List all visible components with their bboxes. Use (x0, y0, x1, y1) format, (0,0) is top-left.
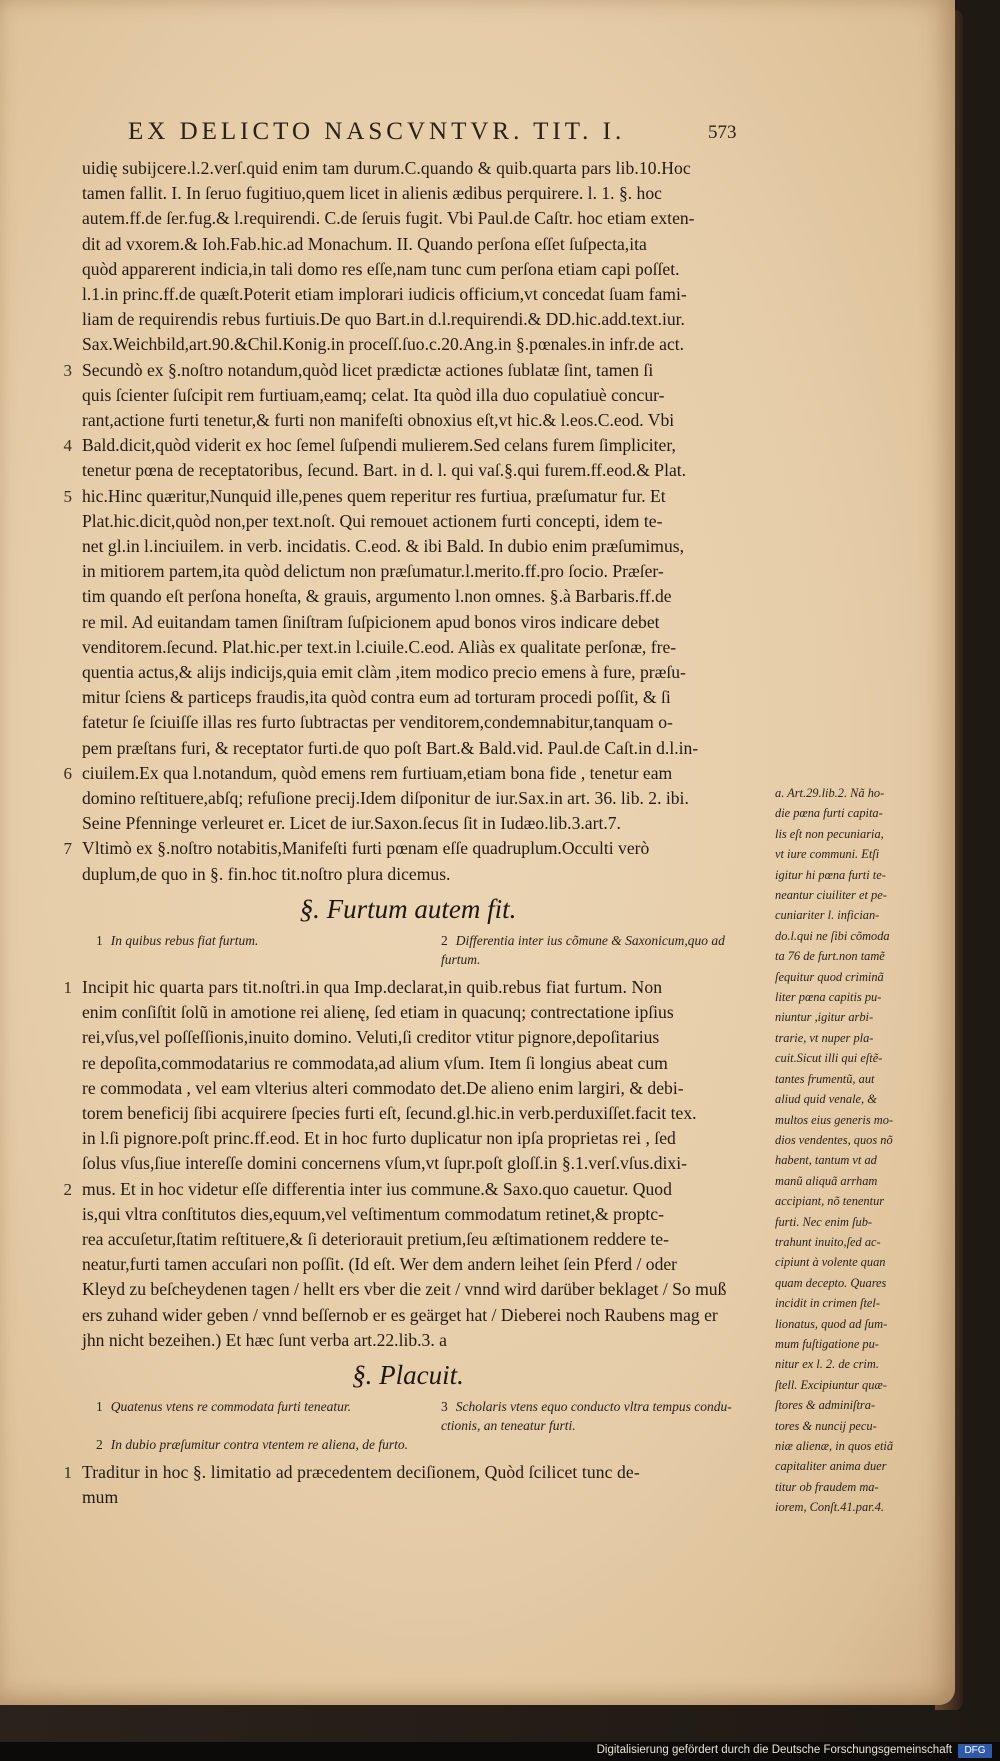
text-line (34, 1277, 762, 1302)
line-text: autem.ff.de ſer.fug.& l.requirendi. C.de ſeruis fugit. Vbi Paul.de Caſtr. hoc etiam exten- (82, 208, 695, 229)
text-line (34, 1303, 762, 1328)
line-text: mum (82, 1487, 119, 1508)
margin-note-line: tores & nuncij pecu- (775, 1418, 877, 1433)
line-text: enim conſiſtit ſolũ in amotione rei alienę, ſed etiam in quacunq; contrectatione ipſius (82, 1002, 674, 1023)
summary-text: Differentia inter ius cõmune & Saxonicum,quo ad furtum. (441, 932, 725, 967)
text-line (34, 836, 762, 861)
margin-note-line: quam decepto. Quares (775, 1275, 887, 1290)
line-text: Sax.Weichbild,art.90.&Chil.Konig.in proceſſ.ſuo.c.20.Ang.in §.pœnales.in infr.de act. (82, 334, 685, 355)
line-text: tim quando eſt perſona honeſta, & grauis, argumento l.non omnes. §.à Barbaris.ff.de (82, 586, 672, 607)
line-text: Plat.hic.dicit,quòd non,per text.noſt. Qui remouet actionem furti concepti, idem te- (82, 510, 663, 531)
text-line (34, 1460, 762, 1485)
margin-note-line: cipiunt à volente quan (775, 1255, 886, 1270)
margin-note-line: nitur ex l. 2. de crim. (775, 1357, 879, 1372)
text-line (34, 383, 762, 408)
line-text: Traditur in hoc §. limitatio ad præcedentem deciſionem, Quòd ſcilicet tunc de- (82, 1461, 640, 1482)
summary-text: Quatenus vtens re commodata furti teneatur. (110, 1398, 351, 1414)
line-text: Secundò ex §.noſtro notandum,quòd licet prædictæ actiones ſublatæ ſint, tamen ſi (82, 359, 654, 380)
margin-note-line: capitaliter anima duer (775, 1459, 887, 1474)
text-line (34, 1025, 762, 1050)
line-text: quòd apparerent indicia,in tali domo res eſſe,nam tunc cum perſona etiam capi poſſet. (82, 258, 680, 279)
text-line (34, 1000, 762, 1025)
margin-note-line: dios vendentes, quos nõ (775, 1132, 893, 1147)
summary-number: 1 (96, 1398, 103, 1414)
line-text: in mitiorem partem,ita quòd delictum non præſumatur.l.merito.ff.pro ſocio. Præſer- (82, 561, 664, 582)
summary-text: In dubio præſumitur contra vtentem re aliena, de furto. (110, 1436, 408, 1452)
text-line (34, 307, 762, 332)
line-text: rei,vſus,vel poſſeſſionis,inuito domino. Veluti,ſi creditor vtitur pignore,depoſitarius (82, 1027, 660, 1048)
text-line (34, 710, 762, 735)
margin-note-line: trahunt inuito,ſed ac- (775, 1234, 881, 1249)
line-text: liam de requirendis rebus furtiuis.De quo Bart.in d.l.requirendi.& DD.hic.add.text.iur. (82, 309, 685, 330)
text-line (34, 1328, 762, 1353)
line-text: dit ad vxorem.& Ioh.Fab.hic.ad Monachum. II. Quando perſona eſſet ſuſpecta,ita (82, 233, 647, 254)
margin-note-line: liter pœna capitis pu- (775, 990, 882, 1005)
line-text: Seine Pfenninge verleuret er. Licet de iur.Saxon.ſecus ſit in Iudæo.lib.3.art.7. (82, 813, 621, 834)
line-text: net gl.in l.inciuilem. in verb. incidatis. C.eod. & ibi Bald. In dubio enim præſumimus, (82, 536, 685, 557)
line-text: re depoſita,commodatarius re commodata,ad alium vſum. Item ſi longius abeat cum (82, 1052, 668, 1073)
line-number: 5 (63, 486, 72, 506)
margin-note-line: ſtores & adminiſtra- (775, 1398, 876, 1413)
text-line (34, 736, 762, 761)
text-line (34, 257, 762, 282)
line-text: Vltimò ex §.noſtro notabitis,Manifeſti furti pœnam eſſe quadruplum.Occulti verò (82, 838, 650, 859)
line-text: rea accuſetur,ſtatim reſtituere,& ſi deteriorauit pretium,ſeu æſtimationem reddere te- (82, 1228, 669, 1249)
text-line (34, 1151, 762, 1176)
summary-item (96, 1435, 417, 1454)
margin-note-line: titur ob fraudem ma- (775, 1479, 879, 1494)
line-number: 6 (63, 763, 72, 783)
line-text: Bald.dicit,quòd viderit ex hoc ſemel ſuſpendi mulierem.Sed celans furem ſimpliciter, (82, 435, 676, 456)
line-text: pem præſtans furi, & receptator furti.de quo poſt Bart.& Bald.vid. Paul.de Caſt.in d.l.in- (82, 737, 699, 758)
line-text: hic.Hinc quæritur,Nunquid ille,penes quem reperitur res furtiua, præſumatur fur. Et (82, 485, 666, 506)
text-line (34, 1485, 762, 1510)
line-text: mitur ſciens & particeps fraudis,ita quòd contra eum ad torturam procedi poſſit, & ſi (82, 687, 671, 708)
dfg-logo: DFG (958, 1744, 992, 1758)
line-number: 1 (63, 977, 72, 997)
margin-note-line: do.l.qui ne ſibi cõmoda (775, 928, 890, 943)
text-line (34, 1177, 762, 1202)
line-text: venditorem.ſecund. Plat.hic.per text.in l.ciuile.C.eod. Aliàs ex qualitate perſonæ, fre- (82, 636, 677, 657)
text-line (34, 584, 762, 609)
margin-note-line: mum fuſtigatione pu- (775, 1336, 879, 1351)
line-number: 3 (63, 360, 72, 380)
summary-text: In quibus rebus fiat furtum. (110, 932, 259, 948)
line-text: Incipit hic quarta pars tit.noſtri.in qua Imp.declarat,in quib.rebus fiat furtum. Non (82, 976, 663, 997)
text-line (34, 1227, 762, 1252)
line-text: tamen fallit. I. In ſeruo fugitiuo,quem licet in alienis ædibus perquirere. l. 1. §. hoc (82, 183, 662, 204)
margin-note-line: a. Art.29.lib.2. Nã ho- (775, 786, 885, 800)
text-line (34, 660, 762, 685)
line-text: uidię subijcere.l.2.verſ.quid enim tam durum.C.quando & quib.quarta pars lib.10.Hoc (82, 158, 691, 178)
margin-note-line: lionatus, quod ad ſum- (775, 1316, 888, 1331)
line-text: fatetur ſe ſciuiſſe illas res furto ſubtractas per venditorem,condemnabitur,tanquam o- (82, 712, 673, 733)
line-number: 2 (63, 1179, 72, 1199)
text-line (34, 862, 762, 887)
text-line (34, 282, 762, 307)
line-number: 4 (63, 436, 72, 456)
summary-item (441, 931, 762, 969)
margin-note-line: ta 76 de furt.non tamẽ (775, 949, 885, 964)
text-line (34, 181, 762, 206)
line-text: re commodata , vel eam vlterius alteri commodato det.De alieno enim largiri, & debi- (82, 1077, 684, 1098)
section-heading-furtum: §. Furtum autem fit. (299, 893, 517, 924)
line-text: jhn nicht bezeihen.) Et hæc ſunt verba art.22.lib.3. a (82, 1329, 447, 1350)
line-text: rant,actione furti tenetur,& furti non manifeſti obnoxius eſt,vt hic.& l.eos.C.eod. Vbi (82, 410, 675, 431)
text-line (34, 559, 762, 584)
text-line (34, 1076, 762, 1101)
line-text: neatur,furti tamen accuſari non poſſit. (Id eſt. Wer dem andern leihet ſein Pferd / oder (82, 1254, 678, 1275)
line-number: 1 (63, 1462, 72, 1482)
line-text: Kleyd zu beſcheydenen tagen / hellt ers vber die zeit / vnnd wird darüber beklaget / So muß (82, 1279, 727, 1300)
text-line (34, 458, 762, 483)
line-text: l.1.in princ.ff.de quæſt.Poterit etiam implorari iudicis officium,vt concedat ſuam fami- (82, 284, 687, 305)
running-head: EX DELICTO NASCVNTVR. TIT. I. (128, 118, 626, 145)
text-line (34, 408, 762, 433)
summary-number: 3 (441, 1398, 448, 1414)
summary-item (96, 931, 417, 969)
margin-note-line: habent, tantum vt ad (775, 1153, 877, 1168)
margin-note-line: aliud quid venale, & (775, 1092, 877, 1107)
line-text: in l.ſi pignore.poſt princ.ff.eod. Et in hoc furto duplicatur non ipſa proprietas rei , ſed (82, 1128, 676, 1149)
margin-note-line: die pœna furti capita- (775, 806, 883, 821)
margin-note-line: manũ aliquã arrham (775, 1173, 878, 1188)
text-line (34, 484, 762, 509)
margin-note-line: trarie, vt nuper pla- (775, 1030, 874, 1045)
line-text: mus. Et in hoc videtur eſſe differentia inter ius commune.& Saxo.quo cauetur. Quod (82, 1178, 672, 1199)
section-summary-placuit (34, 1397, 762, 1454)
line-text: ſolus vſus,ſiue intereſſe domini concernens vſum,vt ſupr.poſt gloſſ.in §.1.verſ.vſus.dixi- (82, 1153, 687, 1174)
margin-note-line: vt iure communi. Etſi (775, 847, 880, 862)
text-line (34, 761, 762, 786)
text-line (34, 610, 762, 635)
margin-note-line: furti. Nec enim ſub- (775, 1214, 873, 1229)
line-text: domino reſtituere,abſq; refuſione precij.Idem diſponitur de iur.Sax.in art. 36. lib. 2. ibi. (82, 788, 689, 809)
summary-item (441, 1397, 762, 1435)
text-line (34, 509, 762, 534)
margin-note-line: ſtell. Excipiuntur quæ- (775, 1377, 887, 1392)
text-line (34, 975, 762, 1000)
opening-paragraphs (34, 156, 762, 887)
margin-note-line: igitur hi pœna furti te- (775, 867, 886, 882)
text-line (34, 358, 762, 383)
line-text: ciuilem.Ex qua l.notandum, quòd emens rem furtiuam,etiam bona fide , tenetur eam (82, 762, 673, 783)
text-line (34, 206, 762, 231)
text-line (34, 1101, 762, 1126)
text-line (34, 1051, 762, 1076)
line-text: duplum,de quo in §. fin.hoc tit.noſtro plura dicemus. (82, 863, 451, 884)
section-heading-placuit: §. Placuit. (352, 1359, 464, 1390)
main-text-column (34, 156, 762, 1510)
margin-note-line: niuntur ,igitur arbi- (775, 1010, 874, 1025)
margin-note-line: accipiant, nõ tenentur (775, 1194, 885, 1209)
line-text: torem beneficij ſibi acquirere ſpecies furti eſt, ſecund.gl.hic.in verb.perduxiſſet.facit tex. (82, 1102, 697, 1123)
margin-note-line: tantes frumentũ, aut (775, 1071, 875, 1086)
text-line (34, 433, 762, 458)
line-number: 7 (63, 839, 72, 859)
section-summary-furtum (34, 931, 762, 969)
margin-note-line: lis eſt non pecuniaria, (775, 826, 884, 841)
summary-item (96, 1397, 417, 1435)
summary-text: Scholaris vtens equo conducto vltra tempus condu-ctionis, an teneatur furti. (441, 1398, 732, 1433)
text-line (34, 1126, 762, 1151)
margin-note-line: niæ alienæ, in quos etiã (775, 1439, 894, 1453)
text-line (34, 1252, 762, 1277)
line-text: re mil. Ad euitandam tamen ſiniſtram ſuſpicionem apud bonos viros indicare debet (82, 611, 660, 632)
page-number: 573 (708, 122, 737, 143)
line-text: ers zuhand wider geben / vnnd beſſernob er es geärget hat / Dieberei noch Raubens mag er (82, 1304, 718, 1325)
margin-note-line: neantur ciuiliter et pe- (775, 888, 887, 903)
page-header (0, 118, 955, 158)
summary-number: 1 (96, 932, 103, 948)
margin-note-line: cuit.Sicut illi qui eſtẽ- (775, 1051, 883, 1066)
summary-number: 2 (441, 932, 448, 948)
text-line (34, 232, 762, 257)
line-text: quentia actus,& alijs indicijs,quia emit clàm ,item modico precio emens à fure, præſu- (82, 662, 686, 683)
margin-note-line: ſequitur quod criminã (775, 969, 884, 984)
text-line (34, 685, 762, 710)
margin-note-line: iorem, Conſt.41.par.4. (775, 1500, 884, 1515)
summary-number: 2 (96, 1436, 103, 1452)
text-line (34, 786, 762, 811)
text-line (34, 1202, 762, 1227)
line-text: tenetur pœna de receptatoribus, ſecund. Bart. in d. l. qui vaſ.§.qui furem.ff.eod.& Plat. (82, 460, 687, 481)
text-line (34, 635, 762, 660)
text-line (34, 156, 762, 181)
digitization-credit: Digitalisierung gefördert durch die Deutsche Forschungsgemeinschaft (596, 1744, 952, 1756)
marginal-note (775, 783, 925, 1518)
text-line (34, 534, 762, 559)
margin-note-line: cuniariter l. infician- (775, 908, 880, 923)
margin-note-line: incidit in crimen ſtel- (775, 1296, 880, 1311)
section-text-furtum (34, 975, 762, 1353)
margin-note-line: multos eius generis mo- (775, 1112, 894, 1127)
line-text: quis ſcienter ſuſcipit rem furtiuam,eamq; celat. Ita quòd illa duo copulatiuè concur- (82, 384, 665, 405)
line-text: is,qui vltra conſtitutos dies,equum,vel veſtimentum commodatum retinet,& proptc- (82, 1203, 664, 1224)
text-line (34, 332, 762, 357)
text-line (34, 811, 762, 836)
section-text-placuit (34, 1460, 762, 1510)
